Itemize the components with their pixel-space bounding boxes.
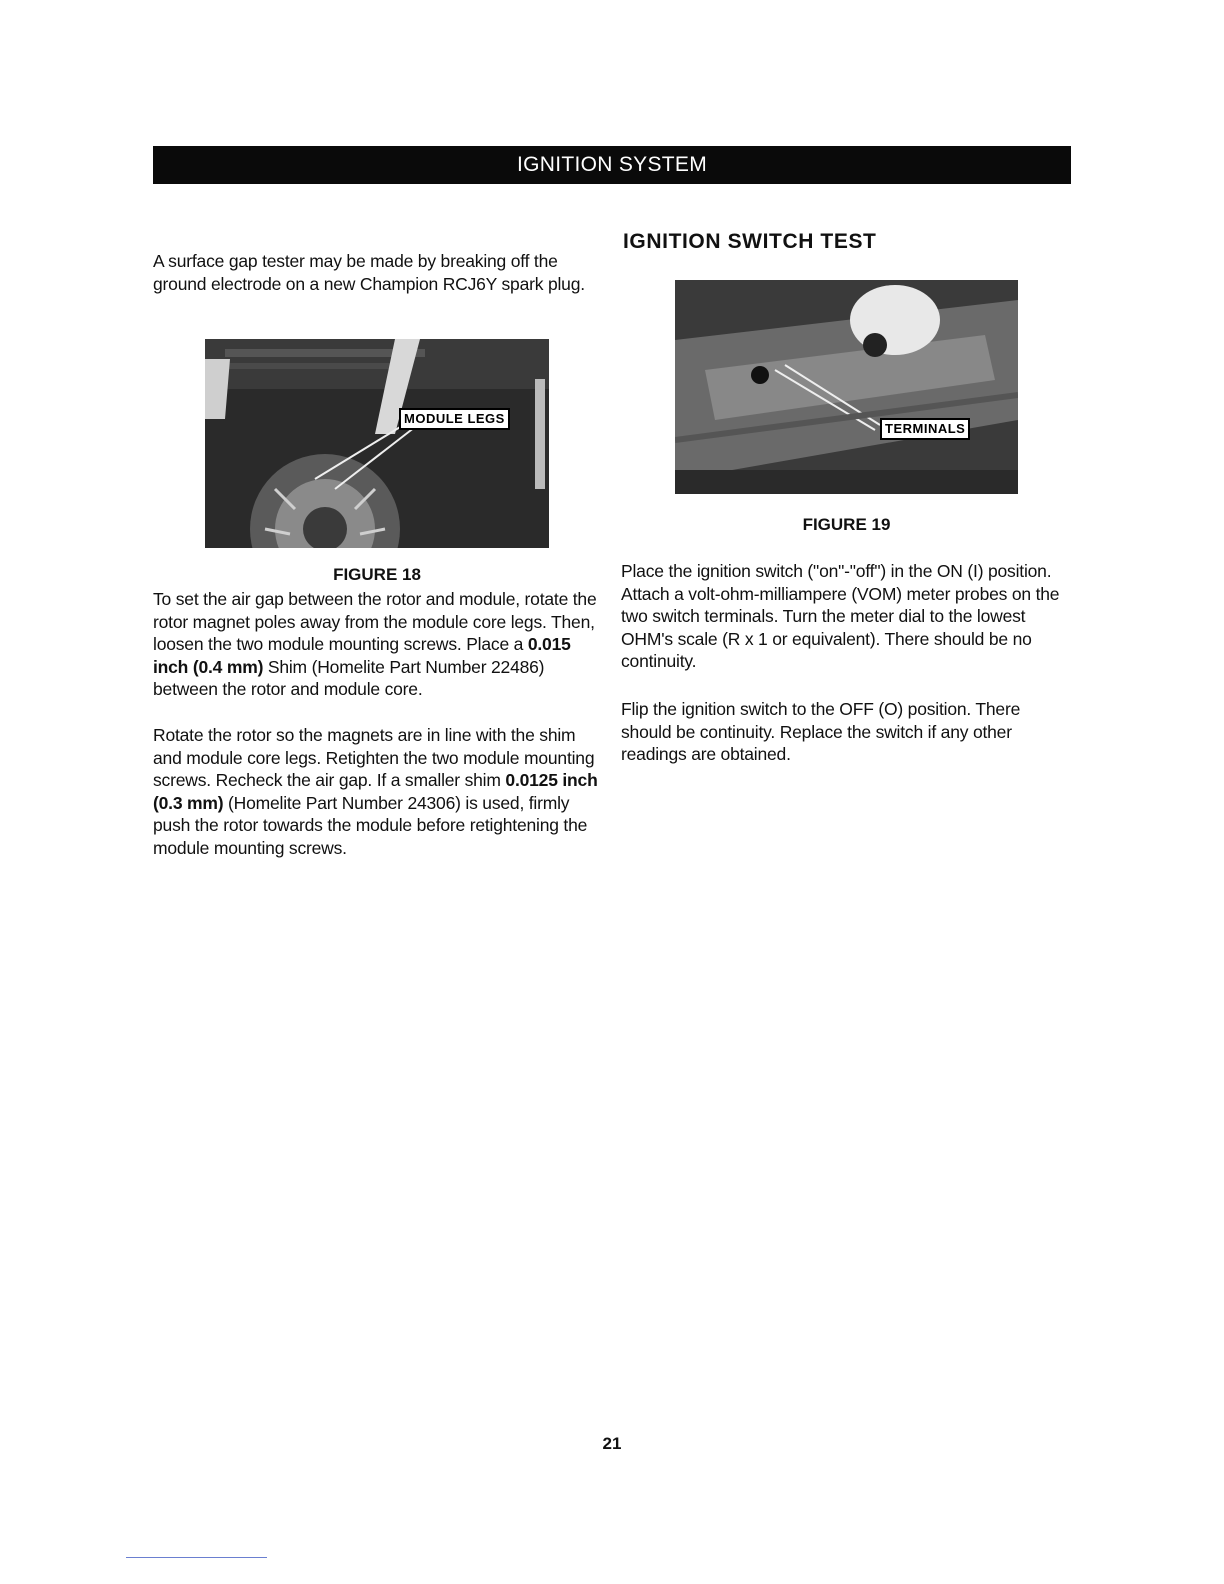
- section-title: IGNITION SWITCH TEST: [623, 230, 877, 253]
- off-position-paragraph: Flip the ignition switch to the OFF (O) position. There should be continuity. Replace the switch if any other readings are obtained.: [621, 699, 1021, 765]
- air-gap-paragraph: To set the air gap between the rotor and module, rotate the rotor magnet poles away from the module core legs. Then, loosen the two module mounting screws. Place a 0.015 inch (0.4 mm) Shim (Homelite Part Number 22486) between the rotor and module core.: [153, 589, 597, 700]
- section-banner: IGNITION SYSTEM: [153, 146, 1071, 184]
- rotor-paragraph: Rotate the rotor so the magnets are in line with the shim and module core legs. Retighten the two module mounting screws. Recheck the air gap. If a smaller shim 0.0125 inch (0.3 mm) (Homelite Part Number 24306) is used, firmly push the rotor towards the module before retightening the module mounting screws.: [153, 725, 598, 858]
- footer-rule: [126, 1557, 267, 1558]
- module-legs-callout: MODULE LEGS: [399, 408, 510, 430]
- figure-19-photo: [675, 280, 1018, 494]
- figure-19-image: [675, 280, 1018, 494]
- figure-18-caption: FIGURE 18: [333, 565, 421, 584]
- page-number: 21: [602, 1434, 622, 1453]
- on-position-paragraph: Place the ignition switch ("on"-"off") in the ON (I) position. Attach a volt-ohm-milliampere (VOM) meter probes on the two switch terminals. Turn the meter dial to the lowest OHM's scale (R x 1 or equivalent). There should be no continuity.: [621, 561, 1060, 672]
- figure-18-photo: [205, 339, 549, 548]
- figure-18-image: [205, 339, 549, 548]
- terminals-callout: TERMINALS: [880, 418, 970, 440]
- intro-paragraph: A surface gap tester may be made by breaking off the ground electrode on a new Champion RCJ6Y spark plug.: [153, 251, 585, 294]
- figure-19-caption: FIGURE 19: [802, 515, 891, 534]
